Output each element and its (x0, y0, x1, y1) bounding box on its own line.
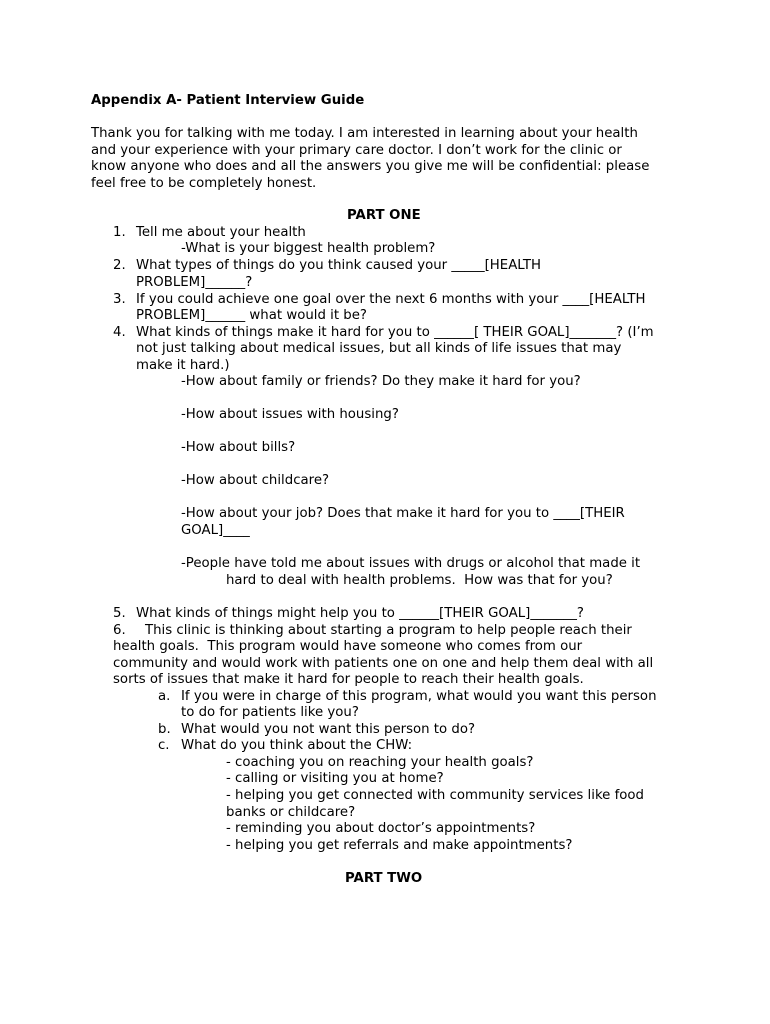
sub-question-text: What would you not want this person to do? (181, 722, 476, 737)
sub-question-label: b. (158, 722, 171, 737)
intro-line: know anyone who does and all the answers you give me will be confidential: please (91, 159, 650, 174)
question-probe: -What is your biggest health problem? (181, 241, 436, 256)
intro-line: feel free to be completely honest. (91, 176, 317, 191)
question-text: What types of things do you think caused your _____[HEALTH (136, 258, 541, 273)
sub-question-text: If you were in charge of this program, what would you want this person (181, 689, 657, 704)
question-probe: -People have told me about issues with drugs or alcohol that made it (181, 556, 641, 571)
question-probe: -How about your job? Does that make it hard for you to ____[THEIR (181, 506, 625, 521)
question-number: 4. (113, 325, 126, 340)
chw-item: - helping you get referrals and make appointments? (226, 838, 573, 853)
question-probe: -How about childcare? (181, 473, 330, 488)
part-two-heading: PART TWO (345, 871, 423, 886)
question-probe: -How about family or friends? Do they make it hard for you? (181, 374, 581, 389)
intro-line: and your experience with your primary care doctor. I don’t work for the clinic or (91, 143, 622, 158)
question-text: If you could achieve one goal over the next 6 months with your ____[HEALTH (136, 292, 646, 307)
chw-item: - reminding you about doctor’s appointments? (226, 821, 536, 836)
chw-item: - coaching you on reaching your health goals? (226, 755, 534, 770)
question-number: 6. (113, 623, 126, 638)
question-text: make it hard.) (136, 358, 230, 373)
chw-item: banks or childcare? (226, 805, 356, 820)
part-one-heading: PART ONE (347, 208, 421, 223)
question-text: Tell me about your health (136, 225, 306, 240)
question-number: 1. (113, 225, 126, 240)
question-probe: GOAL]____ (181, 523, 250, 538)
question-text: community and would work with patients one on one and help them deal with all (113, 656, 654, 671)
chw-item: - calling or visiting you at home? (226, 771, 444, 786)
sub-question-label: c. (158, 738, 170, 753)
question-probe: -How about issues with housing? (181, 407, 399, 422)
sub-question-text: to do for patients like you? (181, 705, 359, 720)
question-probe: hard to deal with health problems. How was that for you? (226, 573, 613, 588)
question-text: What kinds of things make it hard for you to ______[ THEIR GOAL]_______? (I’m (136, 325, 654, 340)
question-text: PROBLEM]______ what would it be? (136, 308, 367, 323)
question-text: sorts of issues that make it hard for people to reach their health goals. (113, 672, 584, 687)
question-probe: -How about bills? (181, 440, 296, 455)
question-number: 5. (113, 606, 126, 621)
document-title: Appendix A- Patient Interview Guide (91, 93, 365, 108)
question-text: not just talking about medical issues, but all kinds of life issues that may (136, 341, 622, 356)
intro-line: Thank you for talking with me today. I am interested in learning about your health (91, 126, 638, 141)
question-text: PROBLEM]______? (136, 275, 253, 290)
question-number: 2. (113, 258, 126, 273)
chw-item: - helping you get connected with community services like food (226, 788, 644, 803)
question-number: 3. (113, 292, 126, 307)
question-text: This clinic is thinking about starting a program to help people reach their (145, 623, 632, 638)
sub-question-text: What do you think about the CHW: (181, 738, 413, 753)
sub-question-label: a. (158, 689, 171, 704)
question-text: health goals. This program would have someone who comes from our (113, 639, 583, 654)
question-text: What kinds of things might help you to ______[THEIR GOAL]_______? (136, 606, 584, 621)
